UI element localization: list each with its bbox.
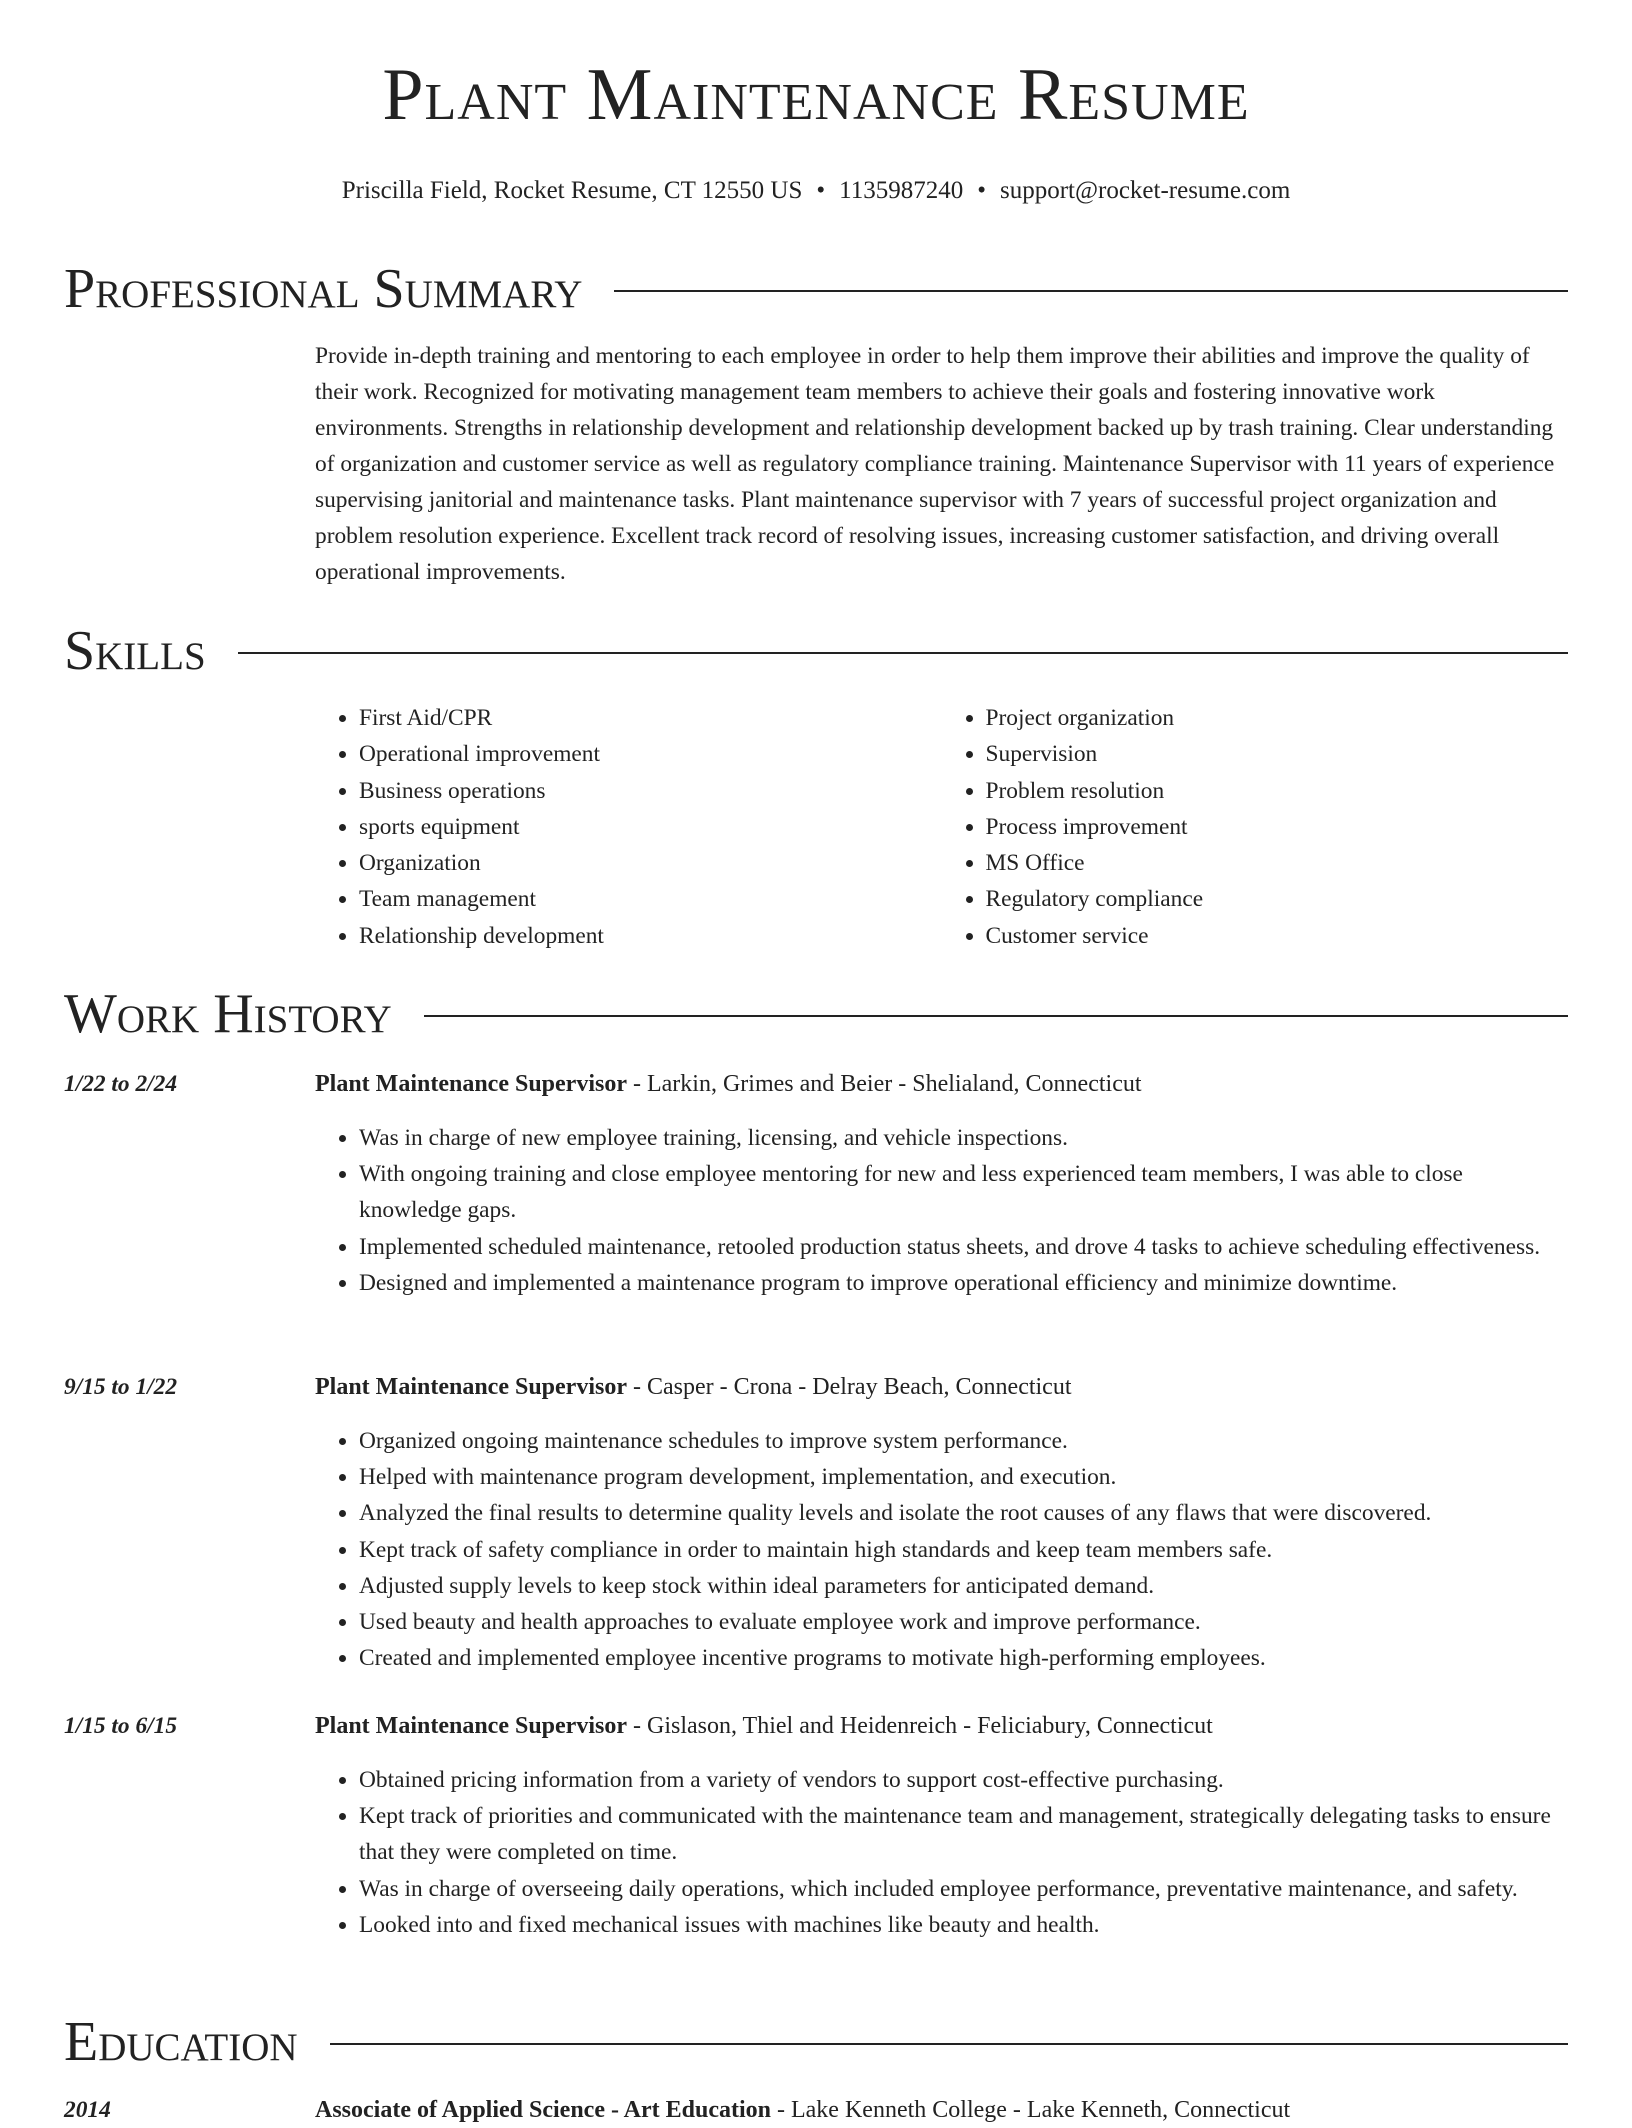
job-heading	[315, 1066, 1568, 1102]
job-date: 9/15 to 1/22	[64, 1374, 178, 1400]
skill-item: • First Aid/CPR	[359, 700, 942, 736]
summary-block	[315, 338, 1568, 590]
job-heading	[315, 1708, 1568, 1744]
section-divider	[424, 1015, 1568, 1017]
summary-text: Provide in-depth training and mentoring to each employee in order to help them improve their abilities and improve the quality of their work. Recognized for motivating management team members to achieve their goals and fostering innovative work environments. Strengths in relationship development and relationship development backed up by trash training. Clear understanding of organization and customer service as well as regulatory compliance training. Maintenance Supervisor with 11 years of experience supervising janitorial and maintenance tasks. Plant maintenance supervisor with 7 years of successful project organization and problem resolution experience. Excellent track record of resolving issues, increasing customer satisfaction, and driving overall operational improvements.	[315, 343, 1555, 585]
section-title: Education	[64, 2011, 298, 2073]
skills-section-header	[64, 620, 1568, 682]
section-divider	[330, 2043, 1568, 2045]
skill-item: • Problem resolution	[986, 773, 1569, 809]
job-bullets	[315, 1120, 1568, 1301]
skill-item: • Supervision	[986, 736, 1569, 772]
skills-block	[315, 700, 1568, 954]
job-title: Plant Maintenance Supervisor	[315, 1071, 627, 1097]
contact-address: Priscilla Field, Rocket Resume, CT 12550 US	[341, 177, 803, 204]
section-title: Professional Summary	[64, 258, 583, 320]
skill-item: • Team management	[359, 881, 942, 917]
job-date: 1/15 to 6/15	[64, 1713, 178, 1739]
education-school: - Lake Kenneth College - Lake Kenneth, Connecticut	[771, 2097, 1291, 2123]
contact-separator: •	[977, 177, 986, 204]
skill-item: • Relationship development	[359, 918, 942, 954]
job-bullet: • Analyzed the final results to determine quality levels and isolate the root causes of any flaws that were discovered.	[359, 1495, 1568, 1531]
job-bullet: • Created and implemented employee incentive programs to motivate high-performing employees.	[359, 1640, 1568, 1676]
contact-email: support@rocket-resume.com	[999, 177, 1291, 204]
education-degree: Associate of Applied Science - Art Education	[315, 2097, 771, 2123]
job-bullet: • Adjusted supply levels to keep stock within ideal parameters for anticipated demand.	[359, 1568, 1568, 1604]
job-employer: - Casper - Crona - Delray Beach, Connecticut	[627, 1374, 1072, 1400]
job-bullet: • Kept track of priorities and communicated with the maintenance team and management, strategically delegating tasks to ensure that they were completed on time.	[359, 1798, 1568, 1870]
job-employer: - Gislason, Thiel and Heidenreich - Feliciabury, Connecticut	[627, 1713, 1213, 1739]
job-employer: - Larkin, Grimes and Beier - Shelialand, Connecticut	[627, 1071, 1142, 1097]
job-date: 1/22 to 2/24	[64, 1071, 178, 1097]
job-bullet: • Helped with maintenance program development, implementation, and execution.	[359, 1459, 1568, 1495]
work-section-header	[64, 983, 1568, 1045]
section-title: Skills	[64, 620, 206, 682]
contact-line	[64, 176, 1568, 206]
job-bullet: • Designed and implemented a maintenance program to improve operational efficiency and minimize downtime.	[359, 1265, 1568, 1301]
skill-item: • Project organization	[986, 700, 1569, 736]
job-title: Plant Maintenance Supervisor	[315, 1374, 627, 1400]
job-bullets	[315, 1423, 1568, 1676]
job-bullet: • Implemented scheduled maintenance, retooled production status sheets, and drove 4 tasks to achieve scheduling effectiveness.	[359, 1229, 1568, 1265]
education-date: 2014	[64, 2097, 111, 2123]
skill-item: • MS Office	[986, 845, 1569, 881]
education-heading	[315, 2092, 1568, 2128]
job-bullet: • Obtained pricing information from a variety of vendors to support cost-effective purchasing.	[359, 1762, 1568, 1798]
contact-separator: •	[816, 177, 826, 204]
job-bullet: • Kept track of safety compliance in order to maintain high standards and keep team members safe.	[359, 1532, 1568, 1568]
skills-list-left	[315, 700, 942, 954]
section-divider	[238, 652, 1568, 654]
job-bullet: • Organized ongoing maintenance schedules to improve system performance.	[359, 1423, 1568, 1459]
skill-item: • Customer service	[986, 918, 1569, 954]
job-bullet: • With ongoing training and close employee mentoring for new and less experienced team members, I was able to close knowledge gaps.	[359, 1156, 1568, 1228]
skill-item: • Operational improvement	[359, 736, 942, 772]
education-section-header	[64, 2011, 1568, 2073]
contact-phone: 1135987240	[839, 177, 964, 204]
job-bullet: • Used beauty and health approaches to evaluate employee work and improve performance.	[359, 1604, 1568, 1640]
job-bullet: • Was in charge of new employee training, licensing, and vehicle inspections.	[359, 1120, 1568, 1156]
skill-item: • Process improvement	[986, 809, 1569, 845]
section-divider	[614, 290, 1568, 292]
skill-item: • Regulatory compliance	[986, 881, 1569, 917]
job-bullet: • Looked into and fixed mechanical issues with machines like beauty and health.	[359, 1907, 1568, 1943]
job-bullet: • Was in charge of overseeing daily operations, which included employee performance, preventative maintenance, and safety.	[359, 1871, 1568, 1907]
skill-item: • Organization	[359, 845, 942, 881]
job-bullets	[315, 1762, 1568, 1943]
skills-list-right	[942, 700, 1569, 954]
skill-item: • sports equipment	[359, 809, 942, 845]
resume-page	[64, 0, 1568, 2123]
resume-title: Plant Maintenance Resume	[382, 54, 1250, 136]
skill-item: • Business operations	[359, 773, 942, 809]
job-title: Plant Maintenance Supervisor	[315, 1713, 627, 1739]
job-heading	[315, 1369, 1568, 1405]
summary-section-header	[64, 258, 1568, 320]
section-title: Work History	[64, 983, 392, 1045]
